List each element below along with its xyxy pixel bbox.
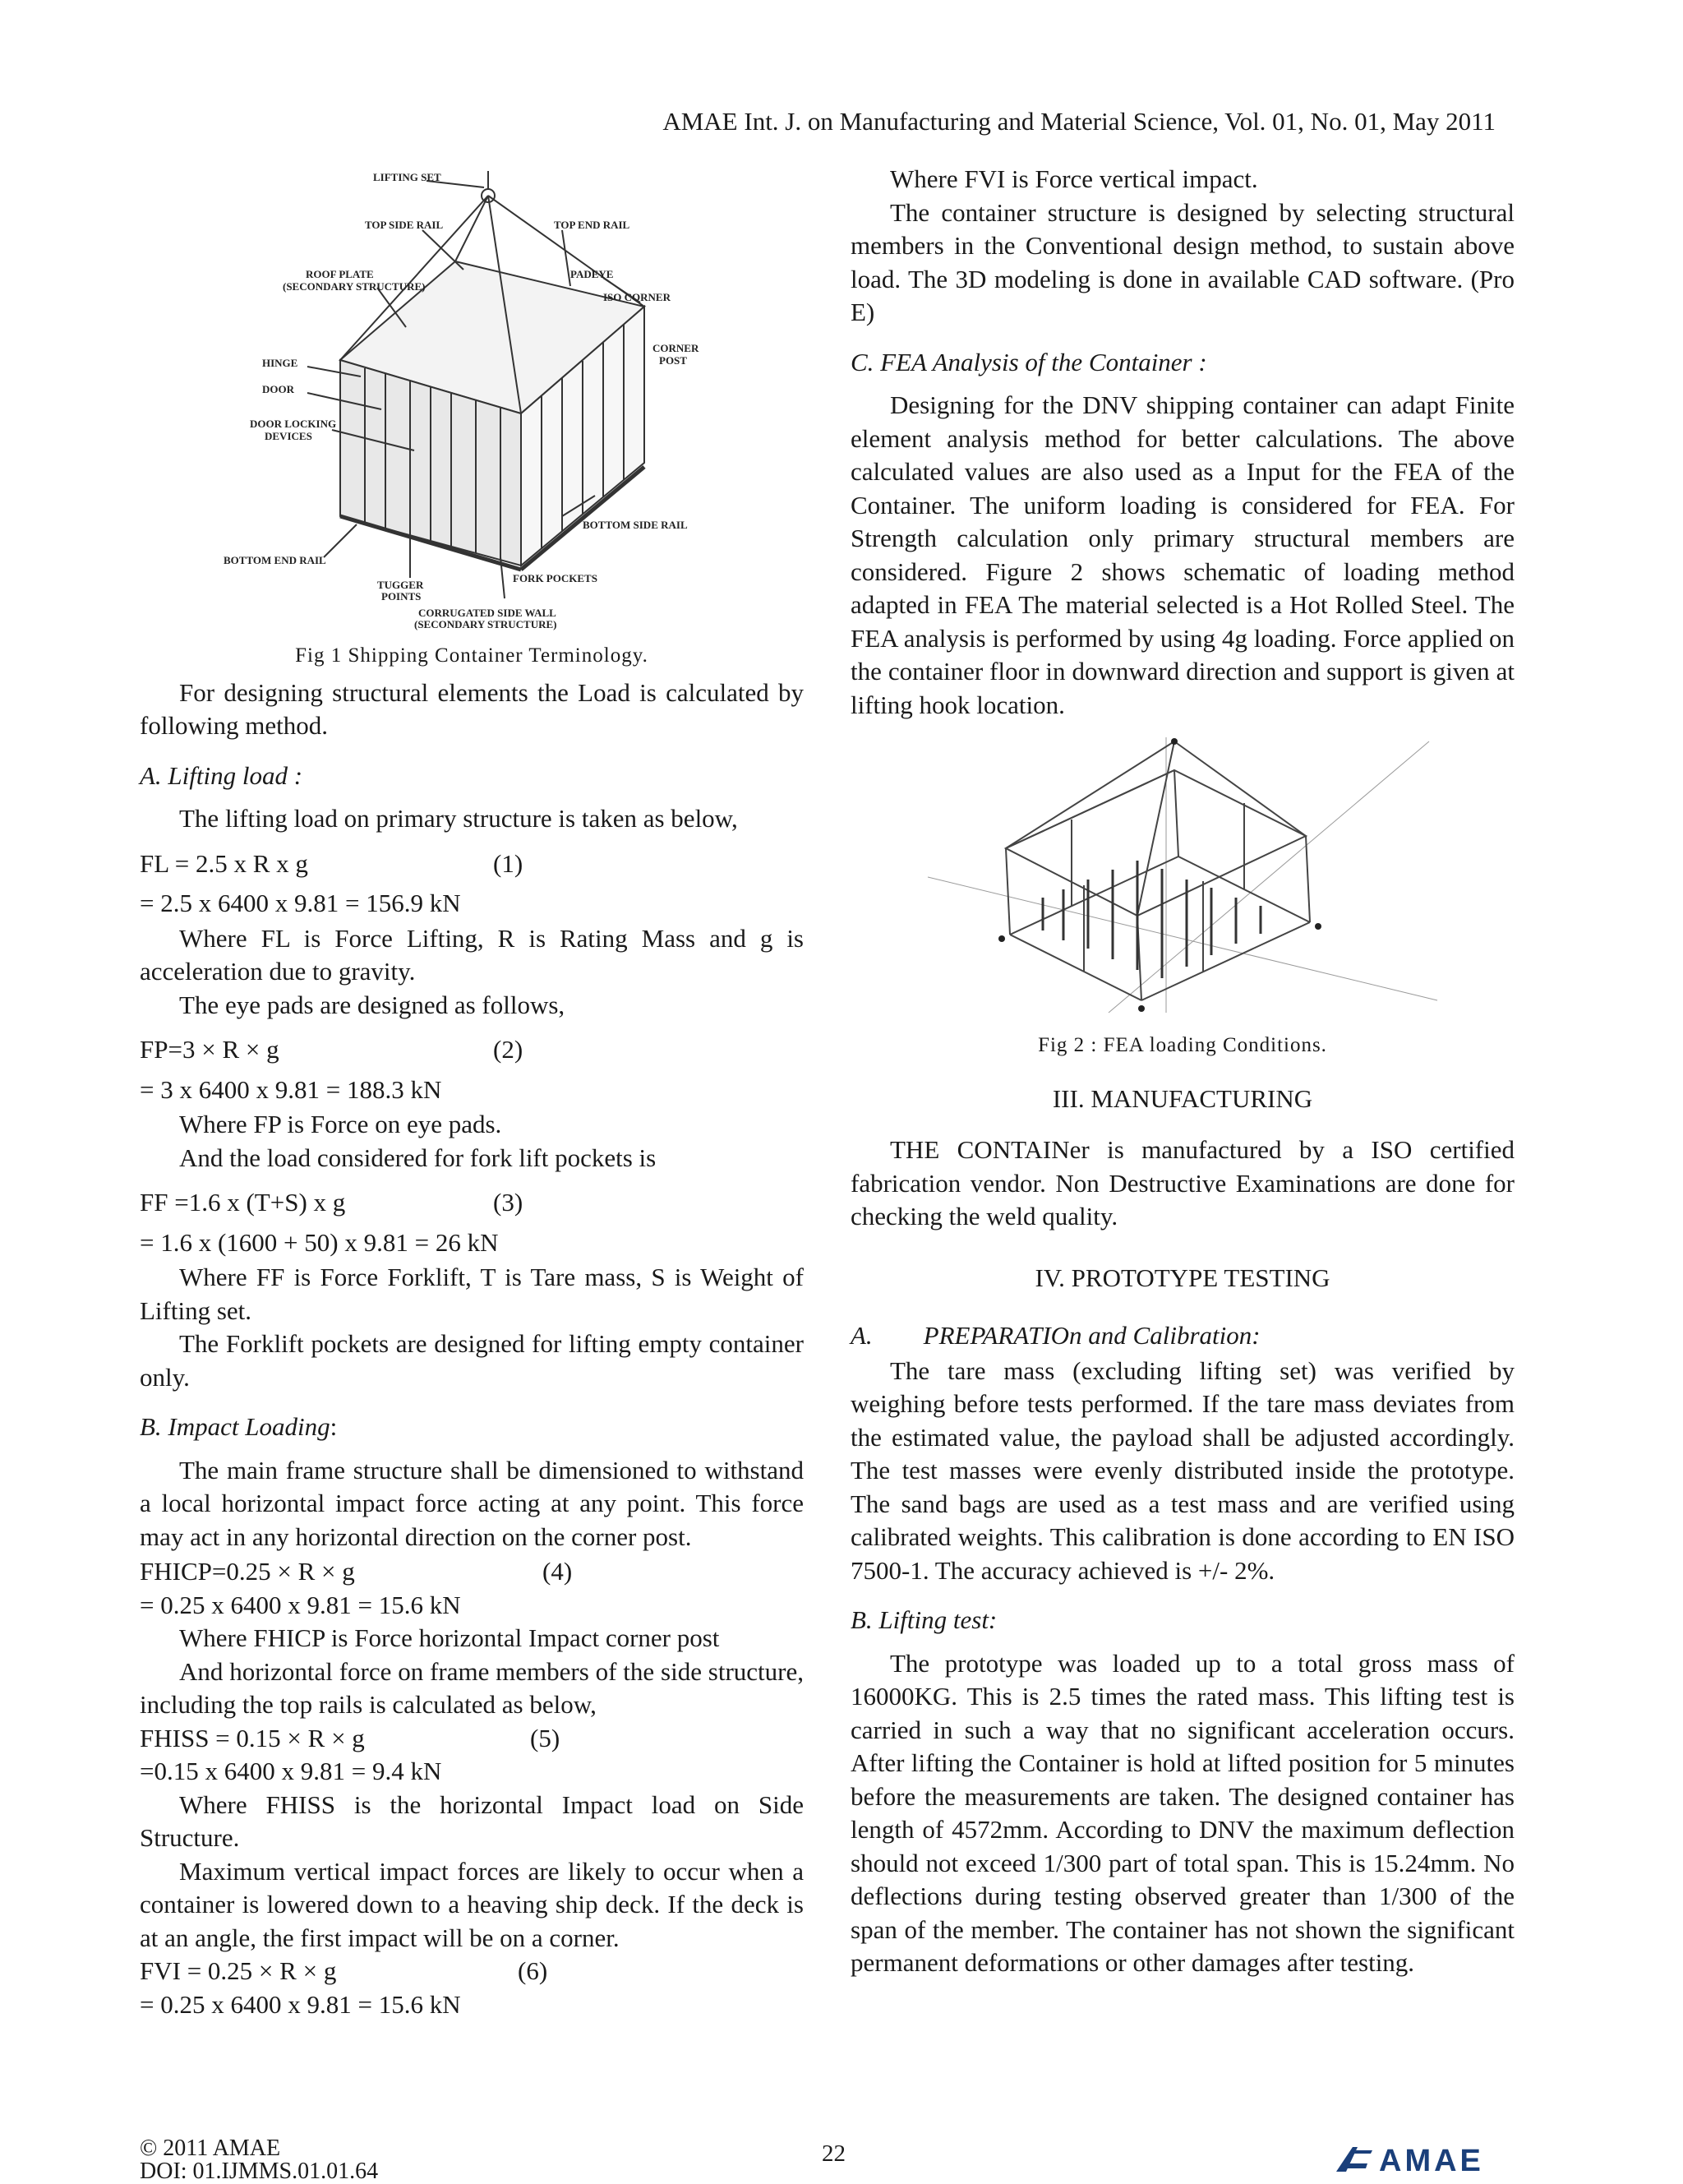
equation-6-formula: FVI = 0.25 × R × g bbox=[140, 1956, 337, 1985]
label-roof-plate: ROOF PLATE bbox=[306, 268, 374, 280]
fea-axes bbox=[928, 737, 1437, 1013]
heading-lifting-load: A. Lifting load : bbox=[140, 760, 303, 790]
label-points: POINTS bbox=[381, 590, 422, 603]
heading-impact-loading-colon: : bbox=[330, 1412, 338, 1441]
paragraph-lifting-5: And the load considered for fork lift pockets is bbox=[179, 1143, 657, 1172]
paragraph-lifting-1: The lifting load on primary structure is taken as below, bbox=[179, 804, 738, 833]
label-iso-corner: ISO CORNER bbox=[603, 291, 671, 303]
equation-4 bbox=[140, 1555, 804, 1589]
label-bottom-end-rail: BOTTOM END RAIL bbox=[224, 554, 326, 566]
equation-5 bbox=[140, 1722, 804, 1756]
equation-4-formula: FHICP=0.25 × R × g bbox=[140, 1557, 355, 1586]
figure-2-caption: Fig 2 : FEA loading Conditions. bbox=[1038, 1034, 1327, 1056]
page-number: 22 bbox=[822, 2140, 846, 2167]
paragraph-fvi: Where FVI is Force vertical impact. bbox=[890, 164, 1258, 193]
equation-3-formula: FF =1.6 x (T+S) x g bbox=[140, 1188, 346, 1217]
paragraph-lifting-6: Where FF is Force Forklift, T is Tare mass, S is Weight of Lifting set. bbox=[140, 1263, 804, 1325]
footer-copyright: © 2011 AMAE bbox=[140, 2136, 281, 2161]
label-corrugated-secondary: (SECONDARY STRUCTURE) bbox=[414, 618, 557, 630]
paragraph-impact-4: Where FHISS is the horizontal Impact load on Side Structure. bbox=[140, 1789, 804, 1852]
equation-1-calculation: = 2.5 x 6400 x 9.81 = 156.9 kN bbox=[140, 889, 461, 917]
paragraph-lifting-2: Where FL is Force Lifting, R is Rating Mass and g is acceleration due to gravity. bbox=[140, 923, 804, 986]
label-door: DOOR bbox=[262, 383, 294, 395]
label-post: POST bbox=[659, 354, 687, 367]
label-top-end-rail: TOP END RAIL bbox=[554, 219, 630, 231]
paragraph-intro: For designing structural elements the Load is calculated by following method. bbox=[140, 677, 804, 740]
footer-doi: DOI: 01.IJMMS.01.01.64 bbox=[140, 2159, 379, 2184]
paragraph-preparation: The tare mass (excluding lifting set) was verified by weighing before tests performed. If the tare mass deviates from the estimated value, the payload shall be adjusted accordingly. The test masses were evenly distributed inside the prototype. The sand bags are used as a test mass and are verified using calibrated weights. This calibration is done according to EN ISO 7500-1. The accuracy achieved is +/- 2%. bbox=[851, 1355, 1515, 1585]
equation-4-number: (4) bbox=[542, 1557, 573, 1586]
label-padeye: PADEYE bbox=[570, 268, 614, 280]
right-column bbox=[851, 163, 1515, 1980]
figure-1-caption: Fig 1 Shipping Container Terminology. bbox=[295, 644, 648, 667]
equation-2-formula: FP=3 × R × g bbox=[140, 1035, 279, 1064]
label-roof-secondary: (SECONDARY STRUCTURE) bbox=[283, 280, 426, 293]
section-3-title: III. MANUFACTURING bbox=[1052, 1083, 1313, 1113]
paragraph-manufacturing: THE CONTAINer is manufactured by a ISO certified fabrication vendor. Non Destructive Examinations are done for checking the weld quality. bbox=[851, 1135, 1515, 1231]
footer-left bbox=[140, 2137, 378, 2183]
equation-1 bbox=[140, 847, 804, 881]
running-header: AMAE Int. J. on Manufacturing and Material Science, Vol. 01, No. 01, May 2011 bbox=[662, 107, 1496, 136]
figure-2-fea-loading bbox=[920, 733, 1446, 1029]
equation-2 bbox=[140, 1033, 804, 1067]
equation-5-formula: FHISS = 0.15 × R × g bbox=[140, 1723, 365, 1752]
amae-logo bbox=[1331, 2144, 1512, 2177]
paragraph-impact-3: And horizontal force on frame members of the side structure, including the top rails is calculated as below, bbox=[140, 1656, 804, 1719]
label-door-locking: DOOR LOCKING bbox=[250, 418, 337, 430]
paragraph-lifting-3: The eye pads are designed as follows, bbox=[179, 990, 565, 1019]
fea-support-points bbox=[998, 738, 1321, 1012]
heading-lifting-test: B. Lifting test: bbox=[851, 1605, 998, 1634]
paragraph-impact-1: The main frame structure shall be dimensioned to withstand a local horizontal impact force acting at any point. This force may act in any horizontal direction on the corner post. bbox=[140, 1455, 804, 1551]
paragraph-lifting-7: The Forklift pockets are designed for lifting empty container only. bbox=[140, 1329, 804, 1392]
equation-3 bbox=[140, 1186, 804, 1220]
paragraph-lifting-test: The prototype was loaded up to a total gross mass of 16000KG. This is 2.5 times the rated mass. This lifting test is carried in such a way that no significant acceleration occurs. After lifting the Container is hold at lifted position for 5 minutes before the measurements are taken. The designed container has length of 4572mm. According to DNV the maximum deflection should not exceed 1/300 part of total span. This is 15.24mm. No deflections during testing observed greater than 1/300 of the span of the member. The container has not shown the significant permanent deformations or other damages after testing. bbox=[851, 1648, 1515, 1977]
heading-preparation: A. PREPARATIOn and Calibration: bbox=[851, 1321, 1261, 1350]
label-bottom-side-rail: BOTTOM SIDE RAIL bbox=[583, 519, 688, 531]
fea-frame bbox=[1006, 741, 1310, 1000]
logo-text: AMAE bbox=[1379, 2144, 1484, 2178]
label-corrugated-side-wall: CORRUGATED SIDE WALL bbox=[418, 607, 556, 619]
equation-1-number: (1) bbox=[493, 848, 523, 878]
heading-impact-loading-text: B. Impact Loading bbox=[140, 1412, 330, 1441]
equation-5-calculation: =0.15 x 6400 x 9.81 = 9.4 kN bbox=[140, 1757, 442, 1785]
equation-3-number: (3) bbox=[493, 1188, 523, 1217]
paragraph-impact-5: Maximum vertical impact forces are likely to occur when a container is lowered down to a heaving ship deck. If the deck is at an angle, the first impact will be on a corner. bbox=[140, 1856, 804, 1952]
equation-6-number: (6) bbox=[518, 1956, 548, 1985]
label-lifting-set: LIFTING SET bbox=[373, 171, 441, 183]
label-hinge: HINGE bbox=[262, 357, 298, 369]
label-devices: DEVICES bbox=[265, 430, 312, 442]
figure-1-container-terminology bbox=[217, 163, 726, 640]
paragraph-impact-2: Where FHICP is Force horizontal Impact corner post bbox=[179, 1623, 720, 1652]
label-corner: CORNER bbox=[652, 342, 699, 354]
equation-3-calculation: = 1.6 x (1600 + 50) x 9.81 = 26 kN bbox=[140, 1227, 499, 1257]
heading-impact-loading bbox=[140, 1411, 804, 1444]
equation-4-calculation: = 0.25 x 6400 x 9.81 = 15.6 kN bbox=[140, 1590, 461, 1619]
label-top-side-rail: TOP SIDE RAIL bbox=[365, 219, 444, 231]
equation-6 bbox=[140, 1955, 804, 1988]
label-fork-pockets: FORK POCKETS bbox=[513, 572, 597, 584]
equation-2-number: (2) bbox=[493, 1035, 523, 1064]
equation-6-calculation: = 0.25 x 6400 x 9.81 = 15.6 kN bbox=[140, 1989, 461, 2019]
paragraph-fea: Designing for the DNV shipping container can adapt Finite element analysis method for better calculations. The above calculated values are also used as a Input for the FEA of the Container. The uniform loading is considered for FEA. For Strength calculation only primary structural members are considered. Figure 2 shows schematic of loading method adapted in FEA The material selected is a Hot Rolled Steel. The FEA analysis is performed by using 4g loading. Force applied on the container floor in downward direction and support is given at lifting hook location. bbox=[851, 390, 1515, 719]
paragraph-structure-design: The container structure is designed by selecting structural members in the Conventional design method, to sustain above load. The 3D modeling is done in available CAD software. (Pro E) bbox=[851, 197, 1515, 326]
equation-5-number: (5) bbox=[530, 1723, 560, 1752]
logo-mark-icon bbox=[1331, 2144, 1381, 2177]
label-tugger: TUGGER bbox=[377, 579, 424, 591]
left-column bbox=[140, 163, 804, 2021]
equation-2-calculation: = 3 x 6400 x 9.81 = 188.3 kN bbox=[140, 1074, 442, 1104]
paragraph-lifting-4: Where FP is Force on eye pads. bbox=[179, 1110, 502, 1138]
section-4-title: IV. PROTOTYPE TESTING bbox=[1035, 1263, 1330, 1292]
container-drawing bbox=[307, 171, 644, 598]
equation-1-formula: FL = 2.5 x R x g bbox=[140, 848, 308, 878]
heading-fea-analysis: C. FEA Analysis of the Container : bbox=[851, 347, 1207, 376]
